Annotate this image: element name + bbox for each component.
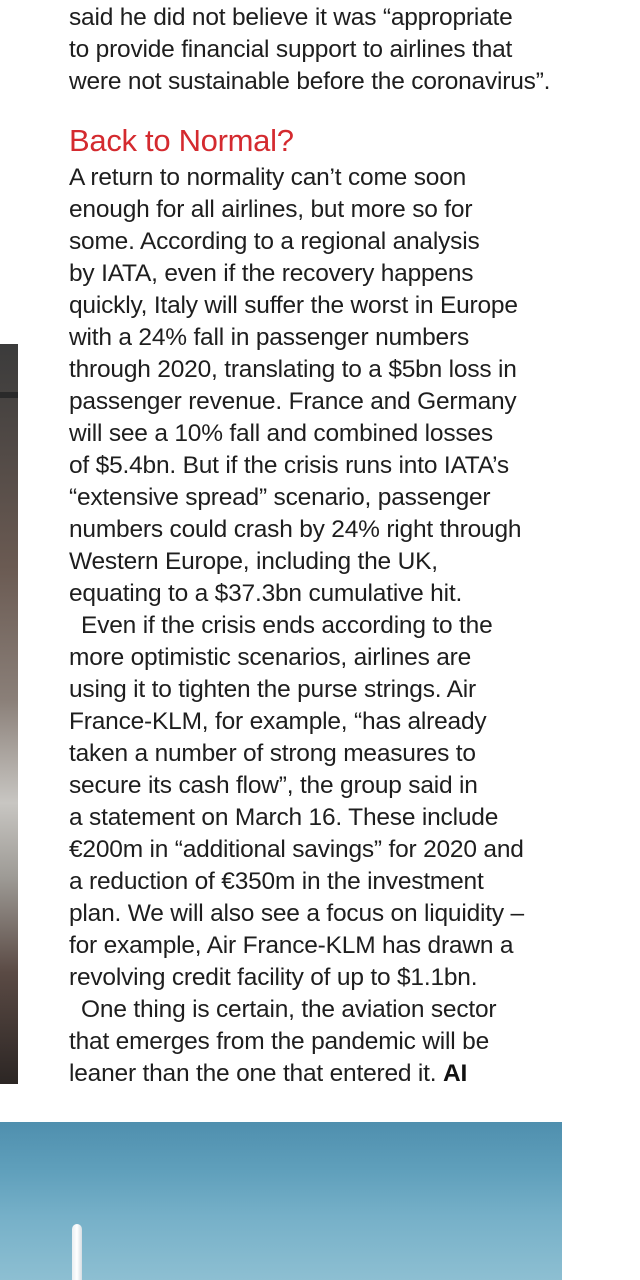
body-line: plan. We will also see a focus on liquidity – [69, 900, 524, 927]
body-line: “extensive spread” scenario, passenger [69, 484, 491, 511]
left-edge-photo [0, 344, 18, 1084]
body-line: revolving credit facility of up to $1.1bn. [69, 964, 478, 991]
body-line: enough for all airlines, but more so for [69, 196, 473, 223]
body-line: using it to tighten the purse strings. Air [69, 676, 476, 703]
intro-line: to provide financial support to airlines that [69, 36, 513, 63]
body-line: more optimistic scenarios, airlines are [69, 644, 472, 671]
body-line: a reduction of €350m in the investment [69, 868, 484, 895]
body-line: A return to normality can’t come soon [69, 164, 467, 191]
body-line: quickly, Italy will suffer the worst in Europe [69, 292, 518, 319]
body-line: a statement on March 16. These include [69, 804, 499, 831]
aircraft-tail [72, 1224, 82, 1280]
body-line: €200m in “additional savings” for 2020 and [69, 836, 524, 863]
body-line: of $5.4bn. But if the crisis runs into IATA’s [69, 452, 509, 479]
body-line: with a 24% fall in passenger numbers [69, 324, 469, 351]
body-line: France-KLM, for example, “has already [69, 708, 487, 735]
body-line: secure its cash flow”, the group said in [69, 772, 478, 799]
body-line: that emerges from the pandemic will be [69, 1028, 489, 1055]
body-line: equating to a $37.3bn cumulative hit. [69, 580, 463, 607]
body-line: Even if the crisis ends according to the [69, 612, 493, 639]
body-line-last [69, 1058, 467, 1090]
intro-line: said he did not believe it was “appropriate [69, 4, 513, 31]
body-line: passenger revenue. France and Germany [69, 388, 517, 415]
section-heading: Back to Normal? [69, 123, 294, 158]
body-line: some. According to a regional analysis [69, 228, 480, 255]
last-line-text: leaner than the one that entered it. [69, 1060, 437, 1087]
body-line: numbers could crash by 24% right through [69, 516, 522, 543]
body-line: through 2020, translating to a $5bn loss in [69, 356, 517, 383]
body-line: by IATA, even if the recovery happens [69, 260, 474, 287]
intro-line: were not sustainable before the coronavirus”. [69, 68, 551, 95]
body-line: will see a 10% fall and combined losses [69, 420, 493, 447]
body-line: Western Europe, including the UK, [69, 548, 438, 575]
bottom-sky-photo [0, 1122, 562, 1280]
body-line: One thing is certain, the aviation sector [69, 996, 497, 1023]
end-mark: AI [443, 1060, 468, 1087]
body-line: for example, Air France-KLM has drawn a [69, 932, 514, 959]
body-line: taken a number of strong measures to [69, 740, 476, 767]
